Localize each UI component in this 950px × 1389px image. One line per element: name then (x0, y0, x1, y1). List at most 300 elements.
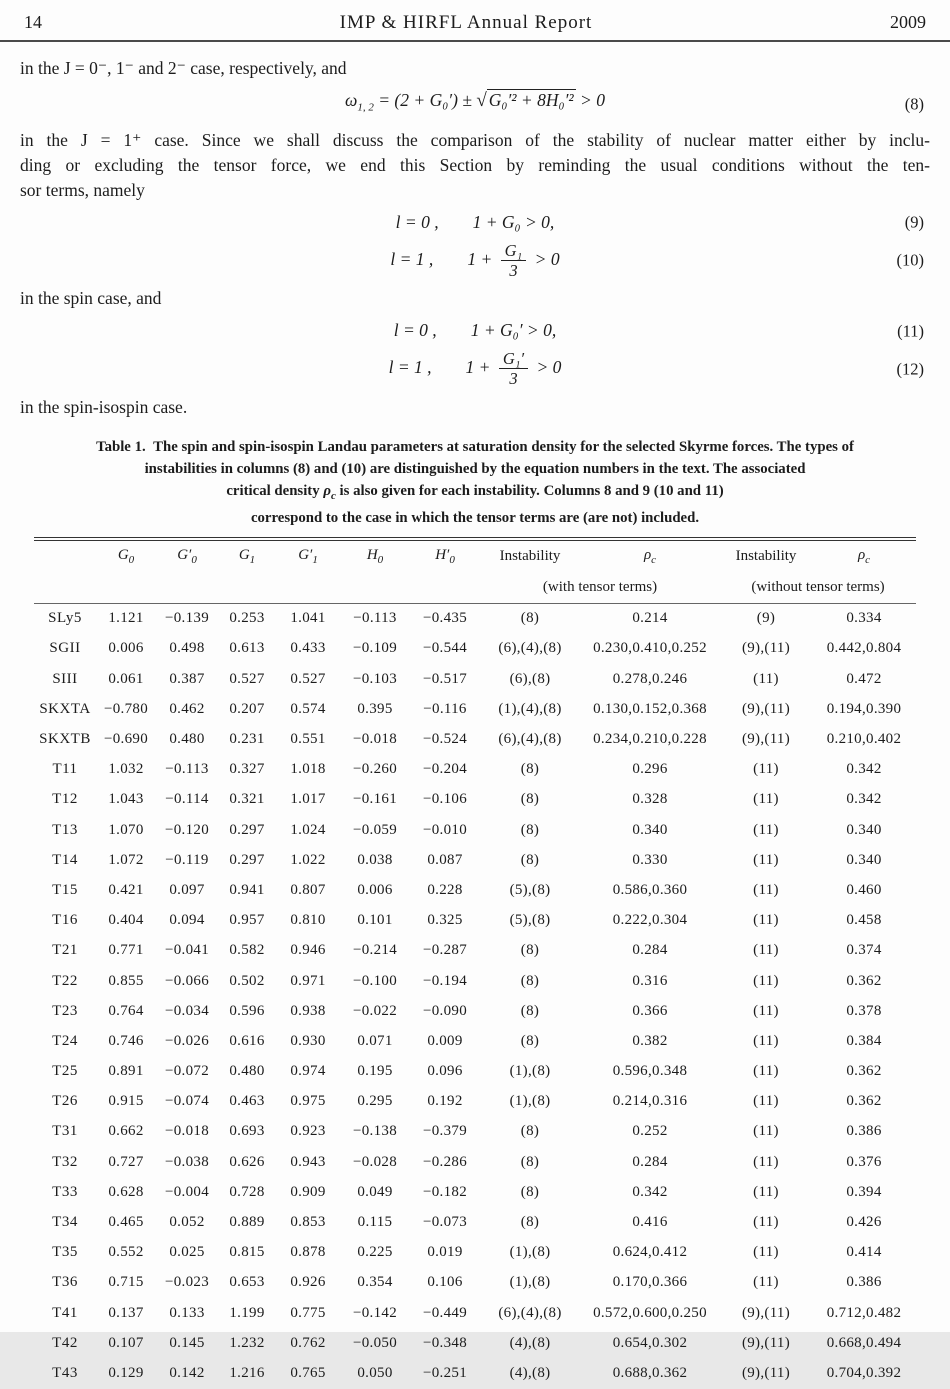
value-cell: 0.225 (357, 1244, 393, 1261)
column-header: Instability (735, 548, 797, 565)
value-cell: 0.253 (229, 610, 265, 627)
value-cell: −0.072 (164, 1063, 209, 1080)
value-cell: −0.026 (164, 1032, 209, 1049)
value-cell: −0.059 (352, 821, 397, 838)
value-cell: −0.010 (422, 821, 467, 838)
force-name-cell: T12 (52, 791, 78, 808)
value-cell: 0.746 (108, 1032, 144, 1049)
value-cell: (8) (520, 610, 540, 627)
value-cell: 0.362 (846, 1063, 882, 1080)
table-row (34, 755, 916, 785)
value-cell: −0.138 (352, 1123, 397, 1140)
eq10-pre: 1 + (467, 248, 497, 269)
value-cell: 0.915 (108, 1093, 144, 1110)
force-name-cell: T36 (52, 1274, 78, 1291)
value-cell: (8) (520, 1153, 540, 1170)
value-cell: 0.426 (846, 1214, 882, 1231)
force-name-cell: T32 (52, 1153, 78, 1170)
value-cell: 0.328 (632, 791, 668, 808)
value-cell: 0.133 (169, 1304, 205, 1321)
table-body (34, 603, 916, 1388)
value-cell: 0.971 (290, 972, 326, 989)
value-cell: (11) (753, 1093, 779, 1110)
value-cell: (8) (520, 1123, 540, 1140)
value-cell: −0.120 (164, 821, 209, 838)
equation-number-8: (8) (904, 94, 924, 114)
equation-12 (20, 350, 930, 388)
table-row (34, 785, 916, 815)
value-cell: (11) (753, 1214, 779, 1231)
value-cell: −0.066 (164, 972, 209, 989)
paragraph-tensor-line2: ding or excluding the tensor force, we end this Section by reminding the usual conditions without the ten- (20, 154, 930, 175)
value-cell: (11) (753, 1032, 779, 1049)
value-cell: 0.502 (229, 972, 265, 989)
value-cell: −0.214 (352, 942, 397, 959)
table-row (34, 1026, 916, 1056)
force-name-cell: T42 (52, 1334, 78, 1351)
value-cell: 0.052 (169, 1214, 205, 1231)
table-row (34, 634, 916, 664)
eq12-pre: 1 + (465, 356, 495, 377)
value-cell: (11) (753, 670, 779, 687)
value-cell: 0.480 (229, 1063, 265, 1080)
value-cell: 0.284 (632, 942, 668, 959)
value-cell: 0.210,0.402 (826, 731, 902, 748)
equation-number-10: (10) (896, 250, 924, 270)
value-cell: 0.231 (229, 731, 265, 748)
value-cell: −0.260 (352, 761, 397, 778)
value-cell: 0.974 (290, 1063, 326, 1080)
paragraph-tensor-line3: sor terms, namely (20, 179, 145, 200)
value-cell: 0.596 (229, 1002, 265, 1019)
value-cell: 0.327 (229, 761, 265, 778)
eq8-mid: = (2 + G₀′) ± (373, 90, 477, 110)
caption-line-1: Table 1. The spin and spin-isospin Landau parameters at saturation density for the selected Skyrme forces. The types of (96, 438, 854, 455)
value-cell: (8) (520, 851, 540, 868)
force-name-cell: T43 (52, 1364, 78, 1381)
value-cell: 0.340 (846, 821, 882, 838)
value-cell: 0.228 (427, 881, 463, 898)
value-cell: 0.195 (357, 1063, 393, 1080)
value-cell: 0.624,0.412 (612, 1244, 688, 1261)
value-cell: 0.771 (108, 942, 144, 959)
value-cell: 0.342 (846, 761, 882, 778)
eq8-omega-sub: 1, 2 (357, 101, 374, 114)
value-cell: 0.404 (108, 912, 144, 929)
group-header-without-tensor: (without tensor terms) (720, 573, 916, 604)
table-row (34, 1328, 916, 1358)
value-cell: 0.715 (108, 1274, 144, 1291)
table-row (34, 815, 916, 845)
value-cell: 0.342 (846, 791, 882, 808)
table-head (34, 539, 916, 604)
paragraph-spin-isospin-case: in the spin-isospin case. (20, 396, 188, 417)
value-cell: 0.938 (290, 1002, 326, 1019)
value-cell: −0.348 (422, 1334, 467, 1351)
value-cell: 0.975 (290, 1093, 326, 1110)
value-cell: 0.668,0.494 (826, 1334, 902, 1351)
value-cell: (8) (520, 1183, 540, 1200)
eq8-radicand: G₀′² + 8H₀′² (488, 90, 574, 110)
value-cell: (11) (753, 1063, 779, 1080)
value-cell: −0.119 (165, 851, 209, 868)
value-cell: 0.297 (229, 851, 265, 868)
group-header-spacer (34, 573, 480, 604)
value-cell: −0.116 (423, 700, 467, 717)
value-cell: (11) (753, 1002, 779, 1019)
value-cell: 0.101 (357, 912, 393, 929)
value-cell: 0.572,0.600,0.250 (593, 1304, 707, 1321)
value-cell: (11) (753, 942, 779, 959)
value-cell: −0.050 (352, 1334, 397, 1351)
value-cell: −0.690 (103, 731, 148, 748)
value-cell: 0.416 (632, 1214, 668, 1231)
value-cell: 0.207 (229, 700, 265, 717)
table-row (34, 1117, 916, 1147)
value-cell: 0.527 (290, 670, 326, 687)
value-cell: (9),(11) (741, 700, 791, 717)
value-cell: 0.386 (846, 1123, 882, 1140)
value-cell: 0.480 (169, 731, 205, 748)
value-cell: (6),(8) (509, 670, 551, 687)
value-cell: 0.628 (108, 1183, 144, 1200)
table-row (34, 845, 916, 875)
value-cell: −0.113 (353, 610, 397, 627)
value-cell: 1.121 (108, 610, 144, 627)
column-header: $\rho_c$ (643, 547, 657, 567)
value-cell: 0.097 (169, 881, 205, 898)
value-cell: (11) (753, 1244, 779, 1261)
value-cell: 0.853 (290, 1214, 326, 1231)
value-cell: 0.582 (229, 942, 265, 959)
table-row (34, 1057, 916, 1087)
table-row (34, 1177, 916, 1207)
value-cell: −0.038 (164, 1153, 209, 1170)
value-cell: 0.137 (108, 1304, 144, 1321)
value-cell: −0.022 (352, 1002, 397, 1019)
value-cell: 0.354 (357, 1274, 393, 1291)
force-name-cell: T21 (52, 942, 78, 959)
value-cell: −0.286 (422, 1153, 467, 1170)
value-cell: 0.527 (229, 670, 265, 687)
table-row (34, 724, 916, 754)
value-cell: (6),(4),(8) (498, 1304, 562, 1321)
value-cell: 0.923 (290, 1123, 326, 1140)
value-cell: 1.043 (108, 791, 144, 808)
value-cell: −0.194 (422, 972, 467, 989)
equation-11 (20, 318, 930, 343)
value-cell: −0.544 (422, 640, 467, 657)
column-header (34, 539, 96, 573)
force-name-cell: T41 (52, 1304, 78, 1321)
column-header: Instability (499, 548, 561, 565)
value-cell: −0.041 (164, 942, 209, 959)
paragraph-j-cases: in the J = 0⁻, 1⁻ and 2⁻ case, respectively, and (20, 58, 347, 78)
value-cell: 0.957 (229, 912, 265, 929)
value-cell: 0.316 (632, 972, 668, 989)
value-cell: 0.930 (290, 1032, 326, 1049)
value-cell: 0.019 (427, 1244, 463, 1261)
value-cell: 1.070 (108, 821, 144, 838)
value-cell: 0.094 (169, 912, 205, 929)
value-cell: 0.192 (427, 1093, 463, 1110)
value-cell: (5),(8) (509, 881, 551, 898)
value-cell: 1.216 (229, 1364, 265, 1381)
eq10-numerator: G₁ (501, 242, 527, 261)
value-cell: 0.807 (290, 881, 326, 898)
value-cell: 0.654,0.302 (612, 1334, 688, 1351)
value-cell: −0.251 (422, 1364, 467, 1381)
value-cell: 0.340 (846, 851, 882, 868)
paragraph-tensor-line1: in the J = 1⁺ case. Since we shall discuss the comparison of the stability of nuclear matter either by inclu- (20, 129, 930, 150)
report-title: IMP & HIRFL Annual Report (339, 12, 593, 33)
value-cell: 0.946 (290, 942, 326, 959)
force-name-cell: T35 (52, 1244, 78, 1261)
value-cell: 0.387 (169, 670, 205, 687)
table-row (34, 694, 916, 724)
force-name-cell: T31 (52, 1123, 78, 1140)
table-header-row (34, 539, 916, 573)
value-cell: (9),(11) (741, 731, 791, 748)
value-cell: −0.142 (352, 1304, 397, 1321)
value-cell: (8) (520, 821, 540, 838)
force-name-cell: T15 (52, 881, 78, 898)
table-row (34, 875, 916, 905)
value-cell: (11) (753, 972, 779, 989)
force-name-cell: T22 (52, 972, 78, 989)
force-name-cell: SLy5 (48, 610, 82, 627)
eq12-fraction (499, 350, 528, 388)
value-cell: 0.145 (169, 1334, 205, 1351)
value-cell: 1.232 (229, 1334, 265, 1351)
value-cell: 0.613 (229, 640, 265, 657)
force-name-cell: SKXTB (39, 731, 91, 748)
value-cell: 0.662 (108, 1123, 144, 1140)
table-row (34, 1298, 916, 1328)
value-cell: 0.688,0.362 (612, 1364, 688, 1381)
force-name-cell: T33 (52, 1183, 78, 1200)
value-cell: 0.096 (427, 1063, 463, 1080)
value-cell: 1.022 (290, 851, 326, 868)
value-cell: 0.222,0.304 (612, 912, 688, 929)
value-cell: 0.472 (846, 670, 882, 687)
eq12-lhs: l = 1 , (388, 356, 432, 377)
value-cell: −0.524 (422, 731, 467, 748)
value-cell: 1.072 (108, 851, 144, 868)
value-cell: (4),(8) (509, 1364, 551, 1381)
equation-8 (20, 88, 930, 121)
caption-label: Table 1. (96, 438, 146, 455)
value-cell: 0.878 (290, 1244, 326, 1261)
value-cell: −0.435 (422, 610, 467, 627)
value-cell: 0.616 (229, 1032, 265, 1049)
force-name-cell: T25 (52, 1063, 78, 1080)
value-cell: −0.103 (352, 670, 397, 687)
value-cell: (9),(11) (741, 1304, 791, 1321)
value-cell: 0.712,0.482 (826, 1304, 902, 1321)
value-cell: −0.379 (422, 1123, 467, 1140)
value-cell: 0.810 (290, 912, 326, 929)
value-cell: 0.362 (846, 1093, 882, 1110)
value-cell: 0.941 (229, 881, 265, 898)
force-name-cell: SIII (52, 670, 78, 687)
equation-10 (20, 242, 930, 280)
value-cell: 0.728 (229, 1183, 265, 1200)
eq9-lhs: l = 0 , (395, 211, 439, 232)
column-header: $G_1$ (238, 547, 256, 567)
value-cell: 0.107 (108, 1334, 144, 1351)
value-cell: 0.765 (290, 1364, 326, 1381)
caption-line-3: critical density $\rho_c$ is also given for each instability. Columns 8 and 9 (10 and 11) (226, 482, 724, 502)
value-cell: 0.551 (290, 731, 326, 748)
force-name-cell: T23 (52, 1002, 78, 1019)
value-cell: 0.295 (357, 1093, 393, 1110)
group-header-with-tensor: (with tensor terms) (480, 573, 720, 604)
value-cell: (1),(8) (509, 1274, 551, 1291)
table-row (34, 1238, 916, 1268)
value-cell: 0.297 (229, 821, 265, 838)
force-name-cell: T16 (52, 912, 78, 929)
value-cell: (8) (520, 942, 540, 959)
value-cell: 0.943 (290, 1153, 326, 1170)
value-cell: 0.463 (229, 1093, 265, 1110)
value-cell: 1.199 (229, 1304, 265, 1321)
value-cell: −0.113 (165, 761, 209, 778)
value-cell: 0.142 (169, 1364, 205, 1381)
eq12-numerator: G₁′ (499, 350, 528, 369)
value-cell: (1),(8) (509, 1244, 551, 1261)
value-cell: (4),(8) (509, 1334, 551, 1351)
value-cell: 0.061 (108, 670, 144, 687)
article-body (0, 56, 950, 420)
force-name-cell: T14 (52, 851, 78, 868)
eq10-fraction (501, 242, 527, 280)
table-row (34, 1358, 916, 1388)
value-cell: 0.374 (846, 942, 882, 959)
value-cell: 0.382 (632, 1032, 668, 1049)
value-cell: 0.386 (846, 1274, 882, 1291)
table-group-row (34, 573, 916, 604)
table-row (34, 1087, 916, 1117)
value-cell: −0.449 (422, 1304, 467, 1321)
value-cell: 0.891 (108, 1063, 144, 1080)
table-row (34, 936, 916, 966)
equation-number-9: (9) (904, 212, 924, 232)
value-cell: 0.009 (427, 1032, 463, 1049)
header-rule (0, 40, 950, 42)
value-cell: (1),(8) (509, 1093, 551, 1110)
table-row (34, 996, 916, 1026)
value-cell: −0.182 (422, 1183, 467, 1200)
value-cell: 0.693 (229, 1123, 265, 1140)
value-cell: (1),(4),(8) (498, 700, 562, 717)
value-cell: 0.130,0.152,0.368 (593, 700, 707, 717)
value-cell: −0.073 (422, 1214, 467, 1231)
value-cell: 0.284 (632, 1153, 668, 1170)
value-cell: −0.161 (352, 791, 397, 808)
value-cell: 0.234,0.210,0.228 (593, 731, 707, 748)
value-cell: 0.414 (846, 1244, 882, 1261)
value-cell: −0.100 (352, 972, 397, 989)
value-cell: 0.038 (357, 851, 393, 868)
value-cell: (11) (753, 791, 779, 808)
value-cell: 0.889 (229, 1214, 265, 1231)
value-cell: (1),(8) (509, 1063, 551, 1080)
value-cell: −0.287 (422, 942, 467, 959)
value-cell: 0.926 (290, 1274, 326, 1291)
value-cell: 0.278,0.246 (612, 670, 688, 687)
force-name-cell: T24 (52, 1032, 78, 1049)
value-cell: −0.780 (103, 700, 148, 717)
value-cell: (8) (520, 972, 540, 989)
value-cell: (8) (520, 1032, 540, 1049)
value-cell: 1.032 (108, 761, 144, 778)
caption-line-4: correspond to the case in which the tensor terms are (are not) included. (250, 509, 700, 526)
value-cell: 0.458 (846, 912, 882, 929)
force-name-cell: T26 (52, 1093, 78, 1110)
value-cell: 0.421 (108, 881, 144, 898)
value-cell: (11) (753, 761, 779, 778)
value-cell: (11) (753, 1153, 779, 1170)
value-cell: −0.018 (164, 1123, 209, 1140)
value-cell: 0.498 (169, 640, 205, 657)
paragraph-spin-case: in the spin case, and (20, 288, 162, 309)
table-row (34, 1207, 916, 1237)
value-cell: 0.465 (108, 1214, 144, 1231)
value-cell: 0.252 (632, 1123, 668, 1140)
value-cell: 0.366 (632, 1002, 668, 1019)
value-cell: (8) (520, 791, 540, 808)
column-header: $H'_0$ (435, 547, 455, 567)
value-cell: 0.106 (427, 1274, 463, 1291)
value-cell: −0.204 (422, 761, 467, 778)
value-cell: 1.041 (290, 610, 326, 627)
value-cell: 0.442,0.804 (826, 640, 902, 657)
caption-line-2: instabilities in columns (8) and (10) are distinguished by the equation numbers in the text. The associated (144, 460, 806, 477)
value-cell: 0.574 (290, 700, 326, 717)
value-cell: (8) (520, 1214, 540, 1231)
value-cell: 0.764 (108, 1002, 144, 1019)
value-cell: 0.855 (108, 972, 144, 989)
value-cell: (9),(11) (741, 1334, 791, 1351)
eq10-post: > 0 (530, 248, 560, 269)
value-cell: −0.106 (422, 791, 467, 808)
value-cell: 0.704,0.392 (826, 1364, 902, 1381)
value-cell: −0.074 (164, 1093, 209, 1110)
value-cell: 0.340 (632, 821, 668, 838)
value-cell: 0.230,0.410,0.252 (593, 640, 707, 657)
value-cell: 1.024 (290, 821, 326, 838)
value-cell: (8) (520, 761, 540, 778)
eq10-lhs: l = 1 , (390, 248, 434, 269)
eq11-lhs: l = 0 , (393, 320, 437, 341)
value-cell: (11) (753, 1123, 779, 1140)
value-cell: (11) (753, 912, 779, 929)
value-cell: −0.018 (352, 731, 397, 748)
value-cell: 1.018 (290, 761, 326, 778)
eq10-denominator: 3 (509, 260, 518, 280)
value-cell: 0.025 (169, 1244, 205, 1261)
value-cell: 0.194,0.390 (826, 700, 902, 717)
value-cell: 0.342 (632, 1183, 668, 1200)
value-cell: 0.384 (846, 1032, 882, 1049)
force-name-cell: SGII (49, 640, 81, 657)
value-cell: 0.330 (632, 851, 668, 868)
column-header: $G_0$ (117, 547, 135, 567)
force-name-cell: T34 (52, 1214, 78, 1231)
table-row (34, 966, 916, 996)
value-cell: 0.362 (846, 972, 882, 989)
